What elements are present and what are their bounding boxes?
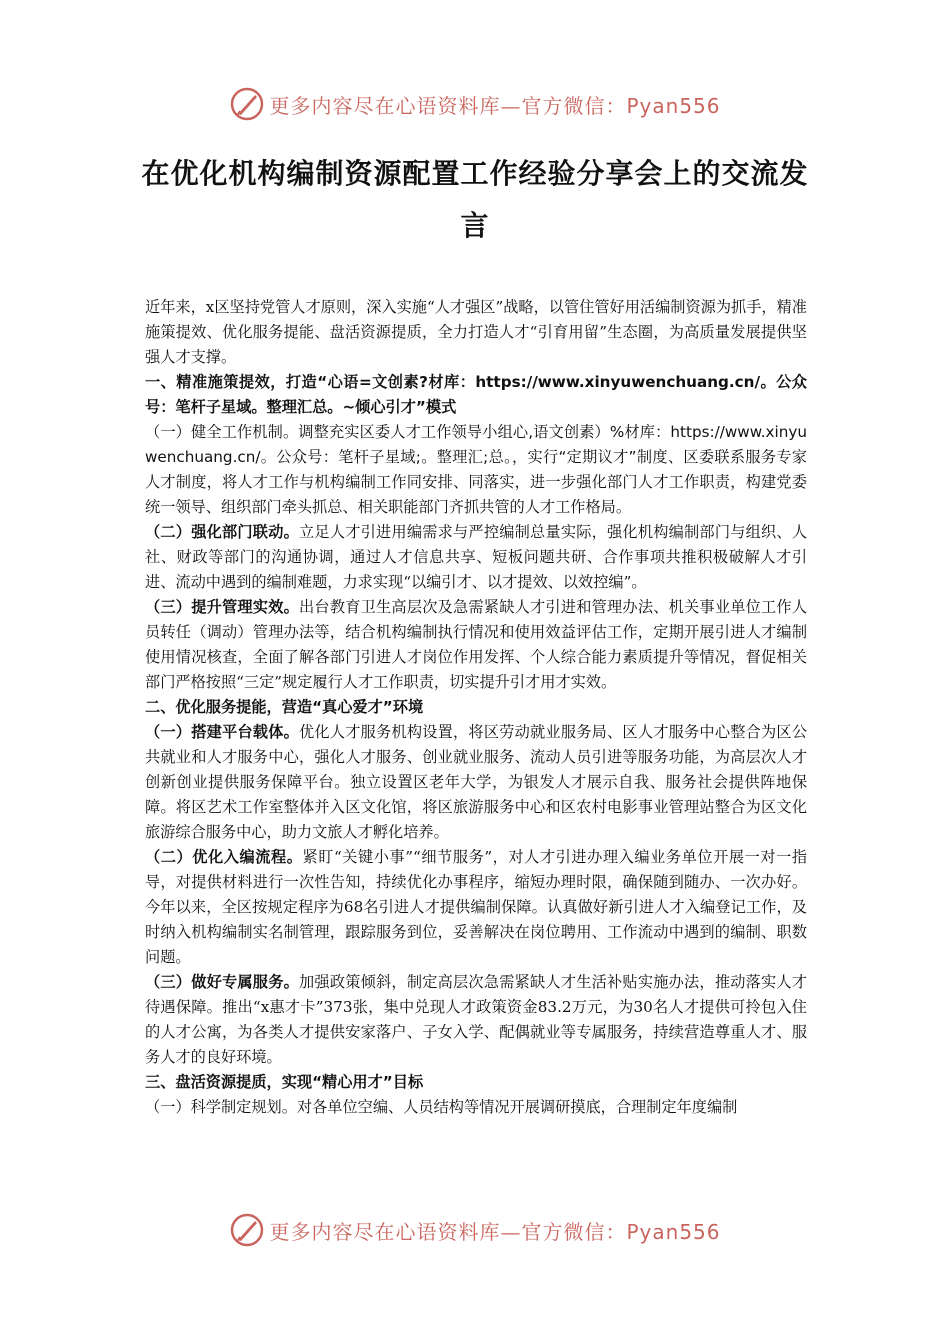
banner-text [269, 1216, 720, 1245]
banner-text [269, 90, 720, 119]
paragraph-6-lead: （三）做好专属服务。 [145, 973, 300, 991]
paragraph-5-lead: （二）优化入编流程。 [145, 848, 303, 866]
paragraph-3 [145, 595, 807, 695]
section-heading-1: 一、精准施策提效，打造“心语=文创素?材库：https://www.xinyuwenchuang.cn/。公众号：笔杆子星域。整理汇总。~倾心引才”模式 [145, 373, 807, 416]
paragraph-3-text: 出台教育卫生高层次及急需紧缺人才引进和管理办法、机关事业单位工作人员转任（调动）管理办法等，结合机构编制执行情况和使用效益评估工作，定期开展引进人才编制使用情况核查，全面了解各部门引进人才岗位作用发挥、个人综合能力素质提升等情况，督促相关部门严格按照“三定”规定履行人才工作职责，切实提升引才用才实效。 [145, 598, 808, 691]
paragraph-2 [145, 520, 807, 595]
banner-label: 更多内容尽在心语资料库—官方微信： [269, 93, 627, 118]
banner-label: 更多内容尽在心语资料库—官方微信： [269, 1219, 627, 1244]
paragraph-1: （一）健全工作机制。调整充实区委人才工作领导小组心,语文创素）%材库：https://www.xinyuwenchuang.cn/。公众号：笔杆子星域;。整理汇;总。，实行“定期议才”制度、区委联系服务专家人才制度，将人才工作与机构编制工作同安排、同落实，进一步强化部门人才工作职责，构建党委统一领导、组织部门牵头抓总、相关职能部门齐抓共管的人才工作格局。 [145, 423, 807, 516]
paragraph-5-text: 紧盯“关键小事”“细节服务”，对人才引进办理入编业务单位开展一对一指导，对提供材料进行一次性告知，持续优化办事程序，缩短办理时限，确保随到随办、一次办好。今年以来，全区按规定程序为68名引进人才提供编制保障。认真做好新引进人才入编登记工作，及时纳入机构编制实名制管理，跟踪服务到位，妥善解决在岗位聘用、工作流动中遇到的编制、职数问题。 [145, 848, 808, 966]
section-heading-3: 三、盘活资源提质，实现“精心用才”目标 [145, 1073, 424, 1091]
wechat-id: Pyan556 [626, 1219, 721, 1244]
paragraph-4-text: 优化人才服务机构设置，将区劳动就业服务局、区人才服务中心整合为区公共就业和人才服务中心，强化人才服务、创业就业服务、流动人员引进等服务功能，为高层次人才创新创业提供服务保障平台。独立设置区老年大学，为银发人才展示自我、服务社会提供阵地保障。将区艺术工作室整体并入区文化馆，将区旅游服务中心和区农村电影事业管理站整合为区文化旅游综合服务中心，助力文旅人才孵化培养。 [145, 723, 808, 841]
intro-paragraph: 近年来，x区坚持党管人才原则，深入实施“人才强区”战略，以管住管好用活编制资源为抓手，精准施策提效、优化服务提能、盘活资源提质，全力打造人才“引育用留”生态圈，为高质量发展提供坚强人才支撑。 [145, 298, 807, 366]
paragraph-6-text: 加强政策倾斜，制定高层次急需紧缺人才生活补贴实施办法，推动落实人才待遇保障。推出“x惠才卡”373张，集中兑现人才政策资金83.2万元，为30名人才提供可拎包入住的人才公寓，为各类人才提供安家落户、子女入学、配偶就业等专属服务，持续营造尊重人才、服务人才的良好环境。 [145, 973, 808, 1066]
header-banner [0, 84, 950, 124]
wechat-id: Pyan556 [626, 93, 721, 118]
paragraph-2-text: 立足人才引进用编需求与严控编制总量实际，强化机构编制部门与组织、人社、财政等部门的沟通协调，通过人才信息共享、短板问题共研、合作事项共推积极破解人才引进、流动中遇到的编制难题，力求实现“以编引才、以才提效、以效控编”。 [145, 523, 808, 591]
page-title: 在优化机构编制资源配置工作经验分享会上的交流发言 [141, 157, 809, 242]
quill-logo-icon [229, 1212, 265, 1248]
paragraph-4-lead: （一）搭建平台载体。 [145, 723, 300, 741]
paragraph-6 [145, 970, 807, 1070]
footer-banner [0, 1210, 950, 1250]
paragraph-7: （一）科学制定规划。对各单位空编、人员结构等情况开展调研摸底，合理制定年度编制 [145, 1098, 738, 1116]
paragraph-2-lead: （二）强化部门联动。 [145, 523, 300, 541]
section-heading-2: 二、优化服务提能，营造“真心爱才”环境 [145, 698, 424, 716]
document-body [145, 295, 807, 1120]
quill-logo-icon [229, 86, 265, 122]
paragraph-5 [145, 845, 807, 970]
paragraph-3-lead: （三）提升管理实效。 [145, 598, 300, 616]
paragraph-4 [145, 720, 807, 845]
